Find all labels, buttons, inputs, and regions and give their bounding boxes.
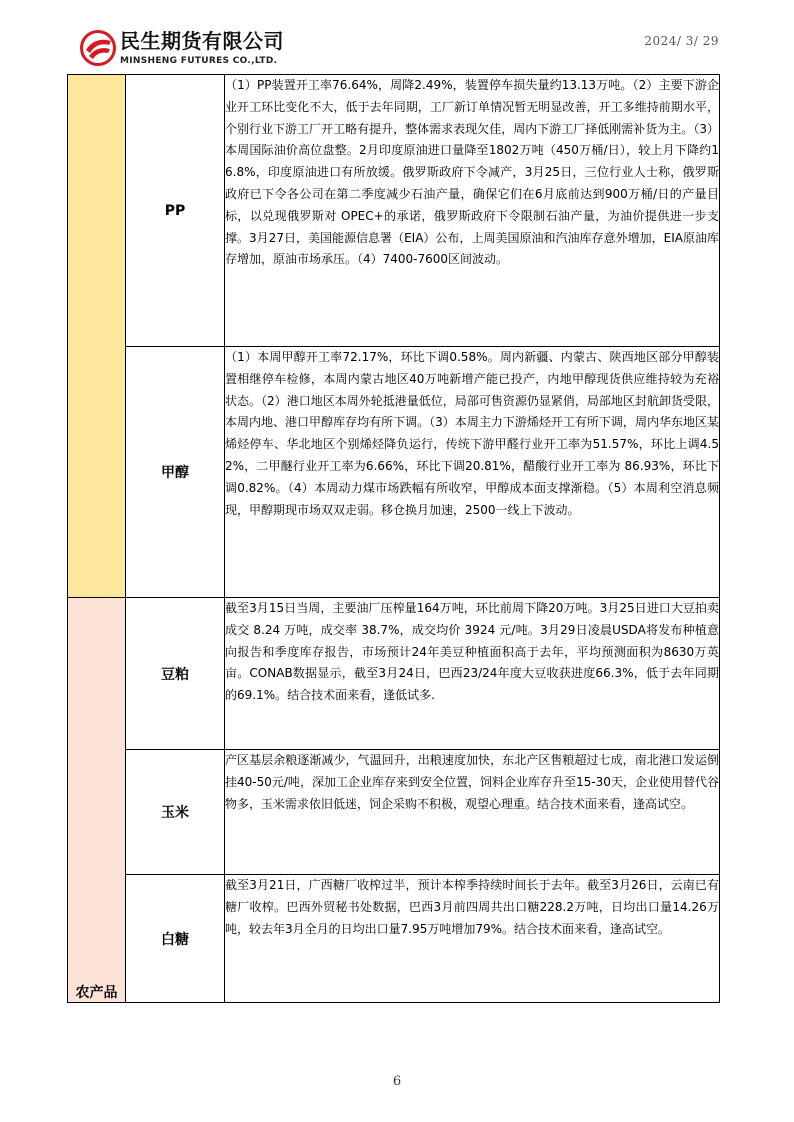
product-analysis: 截至3月15日当周，主要油厂压榨量164万吨，环比前周下降20万吨。3月25日进口大豆拍卖成交 8.24 万吨，成交率 38.7%，成交均价 3924 元/吨。3月29日凌晨USDA将发布种植意向报告和季度库存报告，市场预计24年美豆种植面积高于去年，平均预测面积为8630万英亩。CONAB数据显示，截至3月24日，巴西23/24年度大豆收获进度66.3%，低于去年同期的69.1%。结合技术面来看，逢低试多. (225, 598, 720, 750)
table-row (68, 750, 720, 875)
company-name-cn: 民生期货有限公司 (120, 29, 284, 53)
product-analysis: 截至3月21日，广西糖厂收榨过半，预计本榨季持续时间长于去年。截至3月26日，云南已有糖厂收榨。巴西外贸秘书处数据，巴西3月前四周共出口糖228.2万吨，日均出口量14.26万吨，较去年3月全月的日均出口量7.95万吨增加79%。结合技术面来看，逢高试空。 (225, 875, 720, 1003)
product-analysis: （1）本周甲醇开工率72.17%，环比下调0.58%。周内新疆、内蒙古、陕西地区部分甲醇装置相继停车检修，本周内蒙古地区40万吨新增产能已投产，内地甲醇现货供应维持较为充裕状态。（2）港口地区本周外轮抵港量低位，局部可售资源仍显紧俏，局部地区封航卸货受限，本周内地、港口甲醇库存均有所下调。（3）本周主力下游烯烃开工有所下调，周内华东地区某烯烃停车、华北地区个别烯烃降负运行，传统下游甲醛行业开工率为51.57%，环比上调4.52%，二甲醚行业开工率为6.66%，环比下调20.81%，醋酸行业开工率为 86.93%，环比下调0.82%。（4）本周动力煤市场跌幅有所收窄，甲醇成本面支撑渐稳。（5）本周利空消息频现，甲醇期现市场双双走弱。移仓换月加速，2500一线上下波动。 (225, 347, 720, 598)
report-date: 2024/ 3/ 29 (644, 34, 719, 48)
product-name: 白糖 (126, 875, 225, 1003)
product-analysis: 产区基层余粮逐渐减少，气温回升，出粮速度加快，东北产区售粮超过七成，南北港口发运倒挂40-50元/吨，深加工企业库存来到安全位置，饲料企业库存升至15-30天，企业使用替代谷物多，玉米需求依旧低迷，饲企采购不积极，观望心理重。结合技术面来看，逢高试空。 (225, 750, 720, 875)
product-name: PP (126, 75, 225, 347)
category-cell (68, 75, 126, 598)
page-number: 6 (392, 1074, 402, 1089)
table-row (68, 875, 720, 1003)
table-row (68, 347, 720, 598)
product-name: 玉米 (126, 750, 225, 875)
minsheng-logo-icon (80, 30, 116, 66)
commodity-table (67, 74, 720, 1003)
company-name-en: MINSHENG FUTURES CO.,LTD. (120, 56, 278, 66)
category-cell: 农产品 (68, 598, 126, 1003)
product-analysis: （1）PP装置开工率76.64%，周降2.49%，装置停车损失量约13.13万吨。（2）主要下游企业开工环比变化不大，低于去年同期，工厂新订单情况暂无明显改善，开工多维持前期水平，个别行业下游工厂开工略有提升，整体需求表现欠佳，周内下游工厂择低刚需补货为主。（3）本周国际油价高位盘整。2月印度原油进口量降至1802万吨（450万桶/日），较上月下降约16.8%，印度原油进口有所放缓。俄罗斯政府下令减产，3月25日，三位行业人士称，俄罗斯政府已下令各公司在第二季度减少石油产量，确保它们在6月底前达到900万桶/日的产量目标，以兑现俄罗斯对 OPEC+的承诺，俄罗斯政府下令限制石油产量，为油价提供进一步支撑。3月27日，美国能源信息署（EIA）公布，上周美国原油和汽油库存意外增加，EIA原油库存增加，原油市场承压。（4）7400-7600区间波动。 (225, 75, 720, 347)
table-row (68, 75, 720, 347)
page-header (0, 0, 794, 74)
product-name: 甲醇 (126, 347, 225, 598)
table-row (68, 598, 720, 750)
product-name: 豆粕 (126, 598, 225, 750)
